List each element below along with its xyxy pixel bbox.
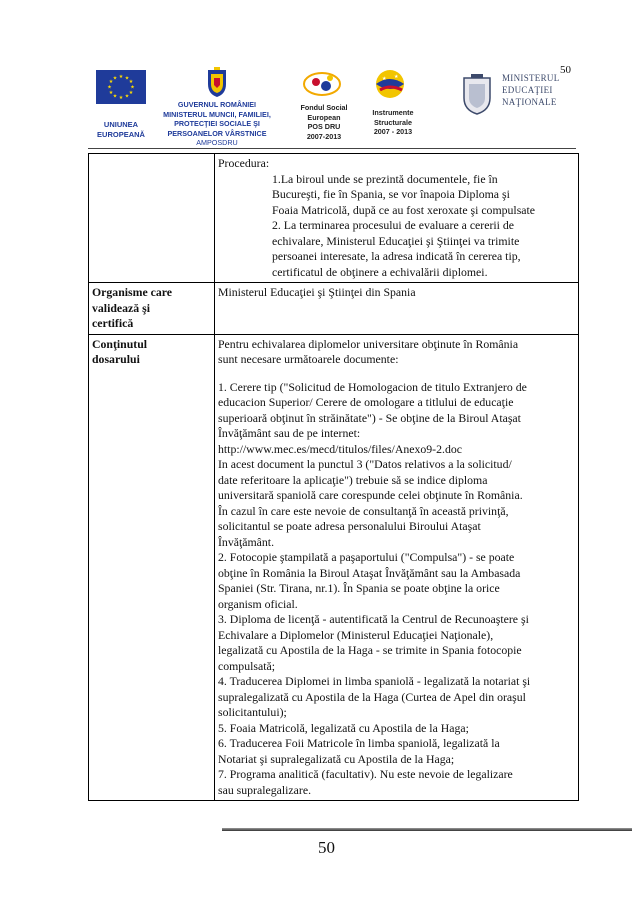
list-item: legalizată cu Apostila de la Haga - se trimite in Spania fotocopie <box>218 643 522 657</box>
eu-flag-logo <box>96 70 146 104</box>
list-item: date referitoare la aplicaţie") trebuie să se indice diploma <box>218 472 488 487</box>
footer-divider <box>222 828 632 831</box>
footer-page-number: 50 <box>318 838 335 857</box>
list-item: 5. Foaia Matricolă, legalizată cu Apostila de la Haga; <box>218 720 469 735</box>
list-item: Notariat şi supralegalizată cu Apostila de la Haga; <box>218 751 455 766</box>
list-item: 7. Programa analitică (facultativ). Nu este nevoie de legalizare <box>218 767 513 781</box>
list-item: În cazul în care este nevoie de consultanţă în această privinţă, <box>218 503 509 518</box>
instrumente-structurale-logo-icon <box>372 66 408 102</box>
svg-text:★: ★ <box>128 79 134 85</box>
list-item: Spaniei (Str. Tirana, nr.1). În Spania se poate obţine la orice <box>218 581 500 595</box>
list-item: superioară obţinut în străinătate") - Se obţine de la Biroul Ataşat <box>218 410 521 425</box>
list-item: supralegalizată cu Apostila de la Haga (Curtea de Apel din oraşul <box>218 689 526 704</box>
svg-text:★: ★ <box>112 75 118 82</box>
table-row-continutul <box>89 334 579 801</box>
list-item: echivalare, Ministerul Educaţiei şi Ştiinţei va trimite <box>272 233 520 248</box>
list-item: In acest document la punctul 3 ("Datos relativos a la solicitud/ <box>218 457 512 471</box>
document-table <box>88 153 579 801</box>
svg-text:★: ★ <box>394 74 399 80</box>
instrumente-structurale-label: Instrumente Structurale 2007 - 2013 <box>372 108 414 136</box>
table-row-procedura <box>89 154 579 283</box>
list-item: Foaia Matricolă, după ce au fost xeroxate şi compulsate <box>272 202 536 217</box>
list-item: educacion Superior/ Cerere de omologare a titlului de educaţie <box>218 395 514 409</box>
list-item: persoanei interesate, la adresa indicată în cererea tip, <box>272 249 521 263</box>
svg-text:★: ★ <box>107 84 112 91</box>
svg-text:★: ★ <box>124 93 130 100</box>
svg-text:★: ★ <box>128 90 134 96</box>
list-item: 6. Traducerea Foii Matricole în limba spaniolă, legalizată la <box>218 736 500 750</box>
list-item: 2. Fotocopie ştampilată a paşaportului ("Compulsa") - se poate <box>218 550 515 564</box>
organisme-label: Organisme care validează şi certifică <box>89 283 215 335</box>
organisme-value: Ministerul Educaţiei şi Ştiinţei din Spania <box>215 283 579 335</box>
procedura-title: Procedura: <box>218 156 270 170</box>
list-item: compulsată; <box>218 658 276 673</box>
list-item: solicitantul se poate adresa personalului Biroului Ataşat <box>218 519 481 533</box>
svg-text:★: ★ <box>112 93 118 100</box>
svg-text:★: ★ <box>130 84 135 91</box>
svg-text:★: ★ <box>118 95 124 101</box>
list-item: organism oficial. <box>218 596 298 611</box>
header-divider <box>88 148 576 149</box>
list-item: solicitantului); <box>218 705 287 719</box>
list-item: 1. Cerere tip ("Solicitud de Homologacion de titulo Extranjero de <box>218 379 527 394</box>
fse-logo-icon <box>300 68 344 100</box>
svg-text:★: ★ <box>124 75 130 82</box>
list-item: 1.La biroul unde se prezintă documentele, fie în <box>272 171 498 186</box>
list-item: sau supralegalizare. <box>218 782 312 797</box>
procedura-cell <box>215 154 579 283</box>
svg-text:★: ★ <box>108 79 114 85</box>
eu-label: UNIUNEA EUROPEANĂ <box>97 120 145 139</box>
ministry-label: MINISTERUL EDUCAŢIEI NAŢIONALE <box>502 73 560 107</box>
list-item: 3. Diploma de licenţă - autentificată la Centrul de Recunoaştere şi <box>218 612 529 626</box>
list-item: 4. Traducerea Diplomei in limba spaniolă - legalizată la notariat şi <box>218 674 531 688</box>
list-item: obţine în România la Biroul Ataşat Învăţământ sau la Ambasada <box>218 565 521 580</box>
ministry-emblem-icon <box>458 72 496 116</box>
list-item: Bucureşti, fie în Spania, se vor înapoia Diploma şi <box>272 187 510 201</box>
romania-coat-of-arms-icon <box>202 66 232 98</box>
svg-text:★: ★ <box>108 90 114 96</box>
table-row-organisme <box>89 283 579 335</box>
continutul-label: Conţinutul dosarului <box>89 334 215 801</box>
fse-label: Fondul Social European POS DRU 2007-2013 <box>300 103 348 141</box>
continutul-value: Pentru echivalarea diplomelor universitare obţinute în România sunt necesare următoarele documente: 1. Cerere tip ("Solicitud de Homologacion de titulo Extranjero de educacion Superior/ Cerere de omologare a titlului de educaţie superioară obţinut în străinătate") - Se obţine de la Biroul Ataşat Învăţământ sau de pe internet: http://www.mec.es/mecd/titulos/files/Anexo9-2.doc In acest document la punctul 3 ("Datos relativos a la solicitud/ date referitoare la aplicaţie") trebuie să se indice diploma universitară spaniolă care corespunde celei obţinute în România. În cazul în care este nevoie de consultanţă în această privinţă, solicitantul se poate adresa personalului Biroului Ataşat Învăţământ. 2. Fotocopie ştampilată a paşaportului ("Compulsa") - se poate obţine în România la Biroul Ataşat Învăţământ sau la Ambasada Spaniei (Str. Tirana, nr.1). În Spania se poate obţine la orice organism oficial. 3. Diploma de licenţă - autentificată la Centrul de Recunoaştere şi Echivalare a Diplomelor (Ministerul Educaţiei Naţionale), legalizată cu Apostila de la Haga - se trimite in Spania fotocopie compulsată; 4. Traducerea Diplomei in limba spaniolă - legalizată la notariat şi supralegalizată cu Apostila de la Haga (Curtea de Apel din oraşul solicitantului); 5. Foaia Matricolă, legalizată cu Apostila de la Haga; 6. Traducerea Foii Matricole în limba spaniolă, legalizată la Notariat şi supralegalizată cu Apostila de la Haga; 7. Programa analitică (facultativ). Nu este nevoie de legalizare sau supralegalizare. <box>215 334 579 801</box>
list-item: universitară spaniolă care corespunde celei obţinute în România. <box>218 488 523 502</box>
list-item: Învăţământ. <box>218 534 275 549</box>
svg-text:★: ★ <box>118 74 124 80</box>
list-item: Echivalare a Diplomelor (Ministerul Educaţiei Naţionale), <box>218 627 494 642</box>
list-item: certificatul de obţinere a echivalării diplomei. <box>272 264 488 279</box>
procedura-list <box>218 172 574 281</box>
list-item: 2. La terminarea procesului de evaluare a cererii de <box>272 218 515 232</box>
header-page-number: 50 <box>560 64 571 76</box>
list-item: http://www.mec.es/mecd/titulos/files/Anexo9-2.doc <box>218 441 462 456</box>
list-item: Învăţământ sau de pe internet: <box>218 426 361 440</box>
empty-label-cell <box>89 154 215 283</box>
dosar-document-list <box>218 380 574 799</box>
government-label: GUVERNUL ROMÂNIEI MINISTERUL MUNCII, FAMILIEI, PROTECŢIEI SOCIALE ŞI PERSOANELOR VÂRSTNICE AMPOSDRU <box>163 100 271 147</box>
svg-text:★: ★ <box>382 76 387 82</box>
